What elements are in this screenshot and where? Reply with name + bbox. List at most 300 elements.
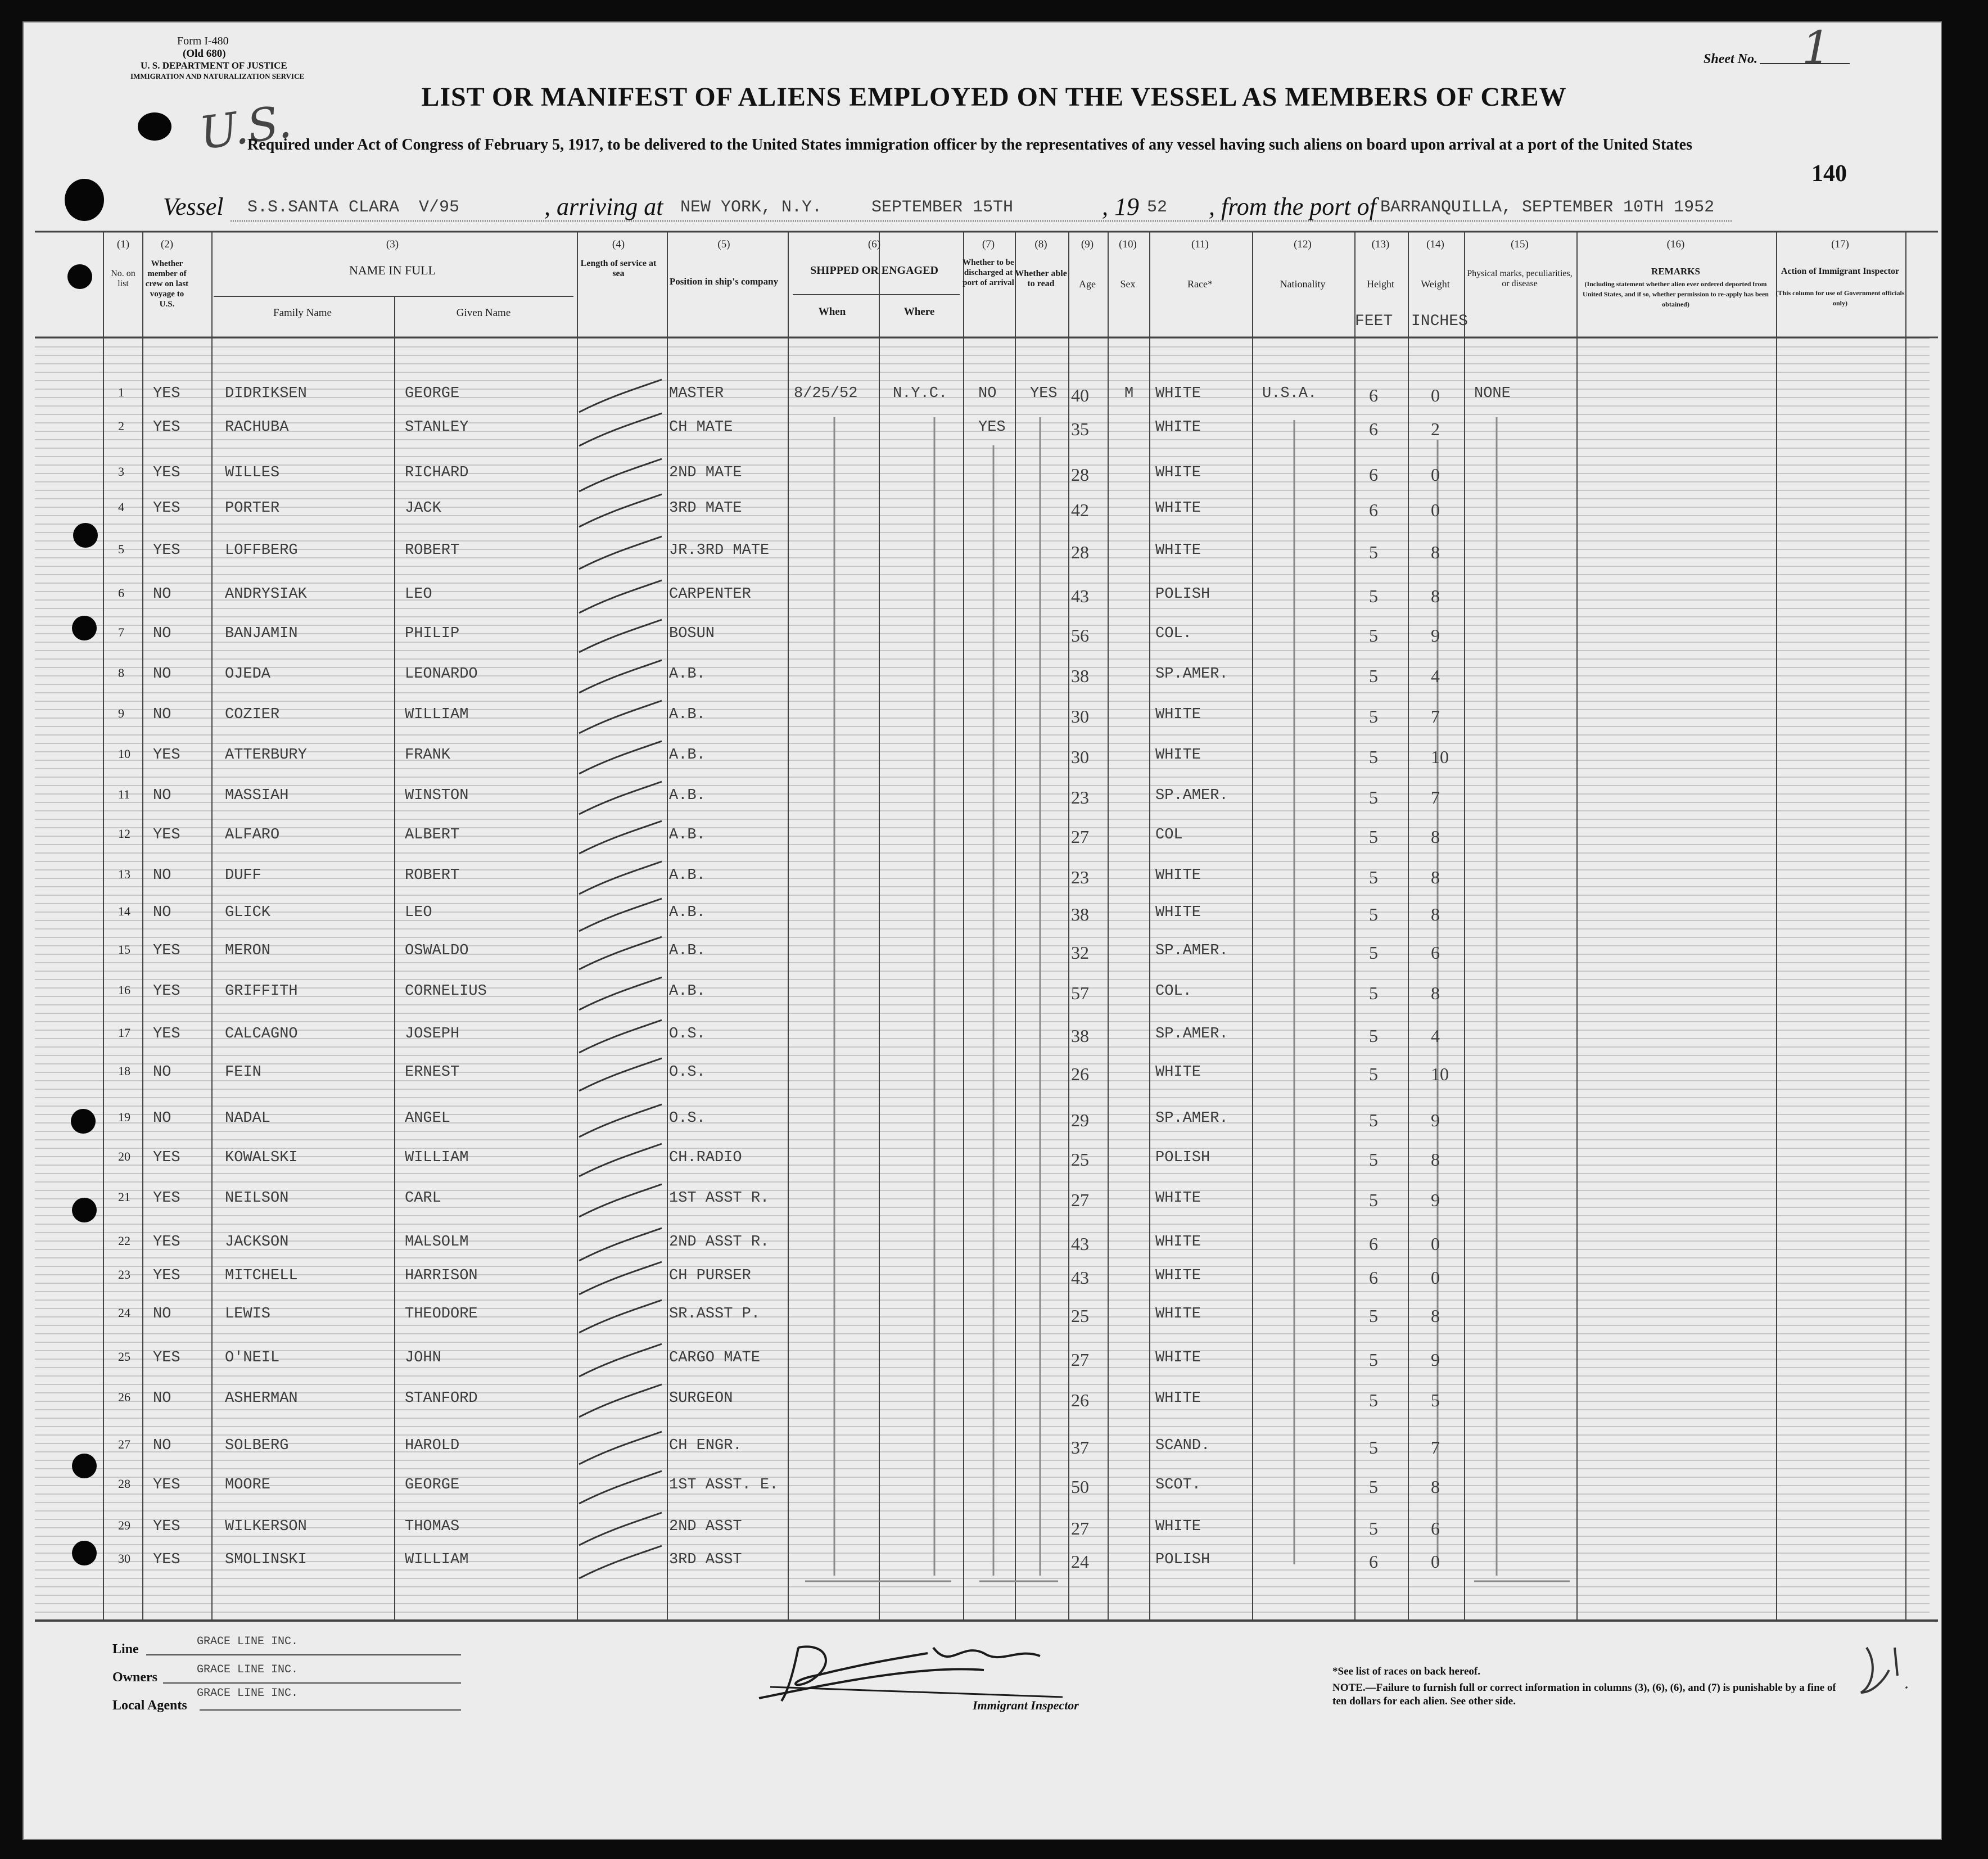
cell-inches: 8: [1431, 867, 1440, 887]
cell-feet: 5: [1369, 586, 1378, 606]
service: IMMIGRATION AND NATURALIZATION SERVICE: [130, 72, 305, 80]
cell-position: 3RD MATE: [669, 500, 742, 517]
cell-age: 27: [1071, 827, 1089, 847]
column-header-c8: Whether able to read: [1015, 269, 1067, 288]
cell-given: LEO: [405, 586, 432, 603]
cell-last: YES: [153, 983, 180, 1000]
initials-mark: [1855, 1636, 1923, 1704]
department: U. S. DEPARTMENT OF JUSTICE: [141, 60, 287, 71]
cell-position: O.S.: [669, 1026, 706, 1043]
cell-given: PHILIP: [405, 625, 460, 642]
cell-no: 28: [118, 1477, 130, 1491]
cell-age: 43: [1071, 1267, 1089, 1288]
agents-label: Local Agents: [112, 1698, 187, 1713]
cell-family: MITCHELL: [225, 1267, 298, 1284]
cell-no: 25: [118, 1350, 130, 1364]
cell-given: WINSTON: [405, 787, 469, 804]
cell-given: JOHN: [405, 1350, 441, 1366]
cell-age: 23: [1071, 867, 1089, 887]
cell-last: YES: [153, 1477, 180, 1493]
cell-position: 3RD ASST: [669, 1551, 742, 1568]
cell-age: 40: [1071, 385, 1089, 405]
cell-race: WHITE: [1155, 867, 1201, 884]
cell-age: 38: [1071, 1026, 1089, 1046]
cell-last: NO: [153, 1390, 171, 1407]
cell-no: 24: [118, 1306, 130, 1320]
punch-hole: [67, 264, 92, 289]
cell-feet: 5: [1369, 706, 1378, 727]
column-header-c16: REMARKS: [1651, 266, 1700, 277]
cell-position: O.S.: [669, 1110, 706, 1127]
cell-age: 42: [1071, 500, 1089, 520]
cell-last: NO: [153, 787, 171, 804]
cell-given: STANFORD: [405, 1390, 478, 1407]
cell-discharged: NO: [978, 385, 997, 402]
cell-race: POLISH: [1155, 586, 1210, 603]
cell-age: 27: [1071, 1518, 1089, 1538]
cell-age: 57: [1071, 983, 1089, 1003]
form-number: Form I-480: [177, 35, 229, 47]
cell-when: 8/25/52: [794, 385, 858, 402]
column-header-c6-where: Where: [903, 306, 935, 318]
cell-race: COL: [1155, 827, 1183, 843]
cell-inches: 6: [1431, 942, 1440, 963]
cell-no: 26: [118, 1390, 130, 1404]
cell-age: 25: [1071, 1149, 1089, 1170]
cell-family: ALFARO: [225, 827, 280, 843]
cell-inches: 9: [1431, 1350, 1440, 1370]
cell-family: PORTER: [225, 500, 280, 517]
punch-hole: [71, 1109, 96, 1134]
cell-last: YES: [153, 1551, 180, 1568]
arrival-port: NEW YORK, N.Y.: [680, 198, 823, 217]
cell-position: CH ENGR.: [669, 1437, 742, 1454]
cell-feet: 5: [1369, 625, 1378, 646]
cell-position: CH MATE: [669, 419, 733, 436]
cell-last: YES: [153, 1190, 180, 1207]
cell-feet: 5: [1369, 1026, 1378, 1046]
vessel-label: Vessel: [163, 193, 224, 220]
column-number-c4: (4): [612, 238, 625, 250]
cell-race: WHITE: [1155, 1190, 1201, 1207]
cell-family: JACKSON: [225, 1234, 289, 1251]
column-number-c17: (17): [1831, 238, 1849, 250]
column-header-c5: Position in ship's company: [669, 276, 779, 287]
cell-given: OSWALDO: [405, 942, 469, 959]
inspector-label: Immigrant Inspector: [973, 1698, 1079, 1712]
cell-race: WHITE: [1155, 1064, 1201, 1081]
cell-read: YES: [1030, 385, 1058, 402]
column-header-c3-family: Family Name: [273, 307, 332, 319]
cell-inches: 4: [1431, 666, 1440, 686]
cell-inches: 8: [1431, 586, 1440, 606]
cell-feet: 5: [1369, 1350, 1378, 1370]
cell-last: NO: [153, 1110, 171, 1127]
cell-inches: 8: [1431, 904, 1440, 924]
races-note: *See list of races on back hereof.: [1332, 1666, 1480, 1677]
cell-family: KOWALSKI: [225, 1149, 298, 1166]
cell-position: A.B.: [669, 942, 706, 959]
punch-hole: [65, 179, 104, 221]
owners-value: GRACE LINE INC.: [197, 1663, 299, 1676]
cell-inches: 5: [1431, 1390, 1440, 1410]
cell-last: YES: [153, 385, 180, 402]
cell-last: NO: [153, 666, 171, 683]
cell-race: WHITE: [1155, 747, 1201, 764]
cell-no: 6: [118, 586, 124, 600]
cell-race: SCOT.: [1155, 1477, 1201, 1493]
column-number-c10: (10): [1119, 238, 1137, 250]
cell-inches: 8: [1431, 1149, 1440, 1170]
column-number-c2: (2): [160, 238, 174, 250]
column-number-c9: (9): [1081, 238, 1094, 250]
cell-position: CH PURSER: [669, 1267, 751, 1284]
column-number-c13: (13): [1371, 238, 1390, 250]
cell-given: GEORGE: [405, 385, 460, 402]
cell-inches: 0: [1431, 1267, 1440, 1288]
cell-last: YES: [153, 942, 180, 959]
cell-no: 11: [118, 787, 130, 801]
cell-position: 2ND MATE: [669, 464, 742, 481]
column-header-c4: Length of service at sea: [580, 259, 657, 278]
column-header-c6-when: When: [818, 306, 846, 318]
cell-given: HARRISON: [405, 1267, 478, 1284]
cell-age: 35: [1071, 419, 1089, 439]
cell-position: A.B.: [669, 983, 706, 1000]
cell-last: YES: [153, 1350, 180, 1366]
cell-race: SP.AMER.: [1155, 1026, 1228, 1043]
cell-given: ERNEST: [405, 1064, 460, 1081]
cell-race: SP.AMER.: [1155, 942, 1228, 959]
cell-no: 4: [118, 500, 124, 514]
cell-feet: 5: [1369, 747, 1378, 767]
vessel-underline: [231, 220, 1732, 222]
cell-feet: 6: [1369, 500, 1378, 520]
cell-no: 23: [118, 1267, 130, 1282]
column-number-c14: (14): [1426, 238, 1444, 250]
cell-marks: NONE: [1474, 385, 1511, 402]
cell-family: DIDRIKSEN: [225, 385, 307, 402]
line-underline: [146, 1654, 461, 1655]
line-value: GRACE LINE INC.: [197, 1635, 299, 1648]
cell-no: 5: [118, 542, 124, 556]
cell-age: 26: [1071, 1390, 1089, 1410]
cell-family: RACHUBA: [225, 419, 289, 436]
cell-feet: 5: [1369, 1064, 1378, 1084]
cell-race: WHITE: [1155, 1267, 1201, 1284]
form-subtitle: Required under Act of Congress of February 5, 1917, to be delivered to the United States immigration officer by the representatives of any vessel having such aliens on board upon arrival at a port of the United States: [247, 136, 1692, 154]
cell-position: SR.ASST P.: [669, 1306, 761, 1323]
cell-feet: 5: [1369, 1110, 1378, 1130]
cell-age: 24: [1071, 1551, 1089, 1572]
cell-given: ALBERT: [405, 827, 460, 843]
cell-last: YES: [153, 827, 180, 843]
cell-no: 12: [118, 827, 130, 841]
cell-family: NEILSON: [225, 1190, 289, 1207]
cell-given: ANGEL: [405, 1110, 451, 1127]
cell-age: 38: [1071, 666, 1089, 686]
line-label: Line: [112, 1642, 139, 1657]
cell-feet: 5: [1369, 1149, 1378, 1170]
cell-position: CH.RADIO: [669, 1149, 742, 1166]
column-number-c3: (3): [386, 238, 399, 250]
cell-race: COL.: [1155, 625, 1192, 642]
cell-family: LEWIS: [225, 1306, 271, 1323]
cell-feet: 5: [1369, 904, 1378, 924]
column-number-c1: (1): [116, 238, 130, 250]
cell-race: WHITE: [1155, 1350, 1201, 1366]
cell-feet: 5: [1369, 1390, 1378, 1410]
cell-position: SURGEON: [669, 1390, 733, 1407]
owners-label: Owners: [112, 1670, 157, 1685]
cell-inches: 0: [1431, 464, 1440, 485]
cell-feet: 5: [1369, 542, 1378, 562]
column-header-c13: Height: [1367, 278, 1394, 290]
cell-feet: 5: [1369, 867, 1378, 887]
cell-last: YES: [153, 464, 180, 481]
cell-family: ASHERMAN: [225, 1390, 298, 1407]
cell-race: WHITE: [1155, 1390, 1201, 1407]
owners-underline: [163, 1682, 461, 1684]
cell-family: SMOLINSKI: [225, 1551, 307, 1568]
cell-race: COL.: [1155, 983, 1192, 1000]
cell-race: WHITE: [1155, 500, 1201, 517]
punch-hole: [72, 1198, 97, 1222]
cell-race: WHITE: [1155, 385, 1201, 402]
cell-inches: 8: [1431, 542, 1440, 562]
cell-no: 1: [118, 385, 124, 399]
cell-feet: 5: [1369, 827, 1378, 847]
cell-inches: 8: [1431, 1477, 1440, 1497]
form-title: LIST OR MANIFEST OF ALIENS EMPLOYED ON THE VESSEL AS MEMBERS OF CREW: [421, 82, 1567, 112]
cell-feet: 5: [1369, 1190, 1378, 1210]
punch-hole: [72, 616, 97, 640]
cell-no: 13: [118, 867, 130, 881]
cell-given: CORNELIUS: [405, 983, 487, 1000]
arrival-date: SEPTEMBER 15TH: [871, 198, 1014, 217]
cell-sex: M: [1124, 385, 1134, 402]
cell-family: MERON: [225, 942, 271, 959]
cell-age: 26: [1071, 1064, 1089, 1084]
punch-hole: [138, 112, 171, 141]
cell-last: NO: [153, 1437, 171, 1454]
cell-no: 3: [118, 464, 124, 479]
cell-position: A.B.: [669, 904, 706, 921]
cell-inches: 7: [1431, 787, 1440, 807]
column-header-c15: Physical marks, peculiarities, or disease: [1467, 269, 1573, 288]
cell-no: 29: [118, 1518, 130, 1532]
cell-race: SP.AMER.: [1155, 666, 1228, 683]
cell-last: YES: [153, 747, 180, 764]
cell-position: O.S.: [669, 1064, 706, 1081]
cell-position: JR.3RD MATE: [669, 542, 770, 559]
cell-no: 15: [118, 942, 130, 956]
cell-family: ATTERBURY: [225, 747, 307, 764]
cell-last: NO: [153, 1306, 171, 1323]
cell-inches: 0: [1431, 1234, 1440, 1254]
cell-nationality: U.S.A.: [1262, 385, 1317, 402]
cell-inches: 2: [1431, 419, 1440, 439]
cell-where: N.Y.C.: [893, 385, 948, 402]
cell-family: LOFFBERG: [225, 542, 298, 559]
cell-race: WHITE: [1155, 464, 1201, 481]
cell-last: NO: [153, 1064, 171, 1081]
cell-feet: 5: [1369, 1306, 1378, 1326]
cell-inches: 7: [1431, 1437, 1440, 1458]
cell-feet: 6: [1369, 464, 1378, 485]
cell-given: JACK: [405, 500, 441, 517]
cell-last: YES: [153, 1234, 180, 1251]
cell-given: RICHARD: [405, 464, 469, 481]
cell-feet: 5: [1369, 787, 1378, 807]
cell-no: 27: [118, 1437, 130, 1451]
cell-age: 37: [1071, 1437, 1089, 1458]
cell-no: 20: [118, 1149, 130, 1163]
cell-position: 2ND ASST: [669, 1518, 742, 1535]
punch-hole: [73, 523, 98, 548]
cell-given: CARL: [405, 1190, 441, 1207]
punch-hole: [72, 1541, 97, 1565]
handwritten-us-mark: U.S.: [196, 95, 295, 160]
cell-given: HAROLD: [405, 1437, 460, 1454]
column-header-c3: NAME IN FULL: [349, 263, 436, 277]
cell-no: 22: [118, 1234, 130, 1248]
column-header-c14: Weight: [1421, 278, 1450, 290]
cell-inches: 8: [1431, 827, 1440, 847]
cell-family: GLICK: [225, 904, 271, 921]
cell-position: A.B.: [669, 706, 706, 723]
cell-position: A.B.: [669, 666, 706, 683]
cell-position: A.B.: [669, 827, 706, 843]
column-header-c7: Whether to be discharged at port of arrival: [963, 258, 1014, 287]
cell-feet: 5: [1369, 1477, 1378, 1497]
cell-family: COZIER: [225, 706, 280, 723]
column-number-c8: (8): [1034, 238, 1047, 250]
cell-family: MOORE: [225, 1477, 271, 1493]
cell-given: LEONARDO: [405, 666, 478, 683]
cell-feet: 6: [1369, 1234, 1378, 1254]
cell-family: OJEDA: [225, 666, 271, 683]
cell-last: NO: [153, 867, 171, 884]
column-number-c11: (11): [1191, 238, 1209, 250]
column-header-c17-note: (This column for use of Government officials only): [1775, 289, 1905, 307]
cell-position: MASTER: [669, 385, 724, 402]
cell-discharged: YES: [978, 419, 1006, 436]
cell-given: FRANK: [405, 747, 451, 764]
cell-last: NO: [153, 625, 171, 642]
cell-no: 2: [118, 419, 124, 433]
column-header-c12: Nationality: [1280, 278, 1326, 290]
cell-no: 18: [118, 1064, 130, 1078]
cell-last: YES: [153, 1149, 180, 1166]
cell-feet: 5: [1369, 942, 1378, 963]
cell-given: STANLEY: [405, 419, 469, 436]
from-port-label: , from the port of: [1209, 193, 1376, 220]
cell-position: 2ND ASST R.: [669, 1234, 770, 1251]
column-number-c6: (6): [868, 238, 881, 250]
cell-given: THEODORE: [405, 1306, 478, 1323]
cell-no: 7: [118, 625, 124, 639]
cell-feet: 5: [1369, 1437, 1378, 1458]
cell-inches: 0: [1431, 385, 1440, 405]
year-suffix: 52: [1147, 198, 1168, 217]
cell-last: YES: [153, 500, 180, 517]
cell-no: 30: [118, 1551, 130, 1565]
column-number-c16: (16): [1666, 238, 1685, 250]
cell-no: 19: [118, 1110, 130, 1124]
cell-last: NO: [153, 904, 171, 921]
cell-last: YES: [153, 1267, 180, 1284]
cell-feet: 6: [1369, 1551, 1378, 1572]
cell-no: 17: [118, 1026, 130, 1040]
cell-given: ROBERT: [405, 867, 460, 884]
cell-inches: 8: [1431, 983, 1440, 1003]
cell-race: WHITE: [1155, 1306, 1201, 1323]
cell-age: 43: [1071, 1234, 1089, 1254]
cell-no: 14: [118, 904, 130, 918]
cell-age: 30: [1071, 706, 1089, 727]
cell-inches: 9: [1431, 1110, 1440, 1130]
cell-age: 38: [1071, 904, 1089, 924]
cell-position: 1ST ASST. E.: [669, 1477, 779, 1493]
column-unit-c14: INCHES: [1411, 313, 1468, 330]
cell-race: WHITE: [1155, 542, 1201, 559]
cell-age: 27: [1071, 1350, 1089, 1370]
cell-race: WHITE: [1155, 1518, 1201, 1535]
cell-age: 43: [1071, 586, 1089, 606]
arriving-label: , arriving at: [544, 193, 663, 220]
column-header-c9: Age: [1079, 278, 1096, 290]
cell-no: 8: [118, 666, 124, 680]
cell-given: ROBERT: [405, 542, 460, 559]
cell-family: WILLES: [225, 464, 280, 481]
column-header-c2: Whether member of crew on last voyage to U.S.: [145, 259, 189, 309]
cell-inches: 4: [1431, 1026, 1440, 1046]
cell-inches: 10: [1431, 747, 1449, 767]
cell-feet: 5: [1369, 666, 1378, 686]
cell-position: CARPENTER: [669, 586, 751, 603]
cell-given: MALSOLM: [405, 1234, 469, 1251]
cell-no: 9: [118, 706, 124, 720]
cell-family: FEIN: [225, 1064, 261, 1081]
cell-race: WHITE: [1155, 706, 1201, 723]
column-number-c7: (7): [982, 238, 995, 250]
cell-race: WHITE: [1155, 419, 1201, 436]
cell-position: A.B.: [669, 787, 706, 804]
cell-family: NADAL: [225, 1110, 271, 1127]
cell-family: SOLBERG: [225, 1437, 289, 1454]
cell-family: WILKERSON: [225, 1518, 307, 1535]
cell-inches: 9: [1431, 1190, 1440, 1210]
cell-inches: 10: [1431, 1064, 1449, 1084]
from-port: BARRANQUILLA, SEPTEMBER 10TH 1952: [1380, 198, 1715, 217]
cell-no: 10: [118, 747, 130, 761]
cell-inches: 7: [1431, 706, 1440, 727]
cell-inches: 6: [1431, 1518, 1440, 1538]
column-unit-c13: FEET: [1355, 313, 1393, 330]
column-header-c1: No. on list: [111, 269, 135, 288]
cell-last: YES: [153, 419, 180, 436]
cell-age: 30: [1071, 747, 1089, 767]
cell-given: THOMAS: [405, 1518, 460, 1535]
cell-feet: 6: [1369, 419, 1378, 439]
cell-last: NO: [153, 586, 171, 603]
cell-no: 21: [118, 1190, 130, 1204]
column-header-c17: Action of Immigrant Inspector: [1781, 267, 1900, 276]
column-number-c15: (15): [1511, 238, 1529, 250]
cell-family: MASSIAH: [225, 787, 289, 804]
column-header-c3-given: Given Name: [456, 307, 511, 319]
